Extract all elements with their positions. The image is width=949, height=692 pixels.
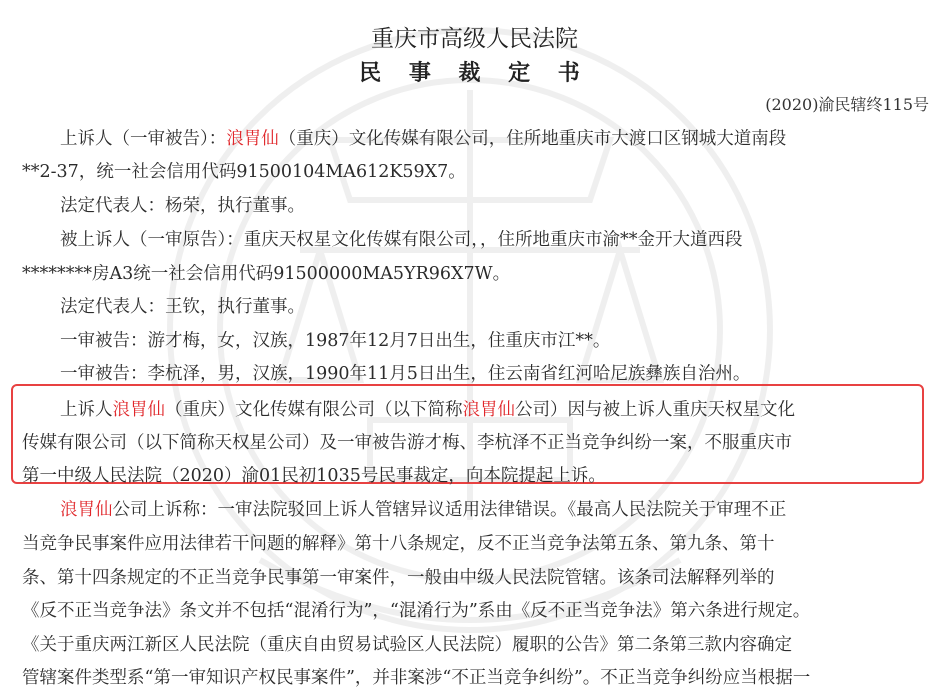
highlighted-name: 浪胃仙	[60, 500, 113, 520]
text-line	[60, 192, 949, 217]
text-line	[60, 396, 949, 421]
text-segment: 一审被告：李杭泽，男，汉族，1990年11月5日出生，住云南省红河哈尼族彝族自治州。	[60, 364, 751, 384]
text-segment: 上诉人（一审被告）：	[60, 129, 227, 149]
highlighted-name: 浪胃仙	[462, 400, 515, 420]
text-segment: 公司）因与被上诉人重庆天权星文化	[515, 400, 795, 420]
text-line	[22, 462, 949, 487]
text-segment: 传媒有限公司（以下简称天权星公司）及一审被告游才梅、李杭泽不正当竞争纠纷一案，不服重庆市	[22, 433, 792, 453]
text-segment: 条、第十四条规定的不正当竞争民事第一审案件，一般由中级人民法院管辖。该条司法解释列举的	[22, 568, 775, 588]
text-line	[60, 327, 949, 352]
highlighted-name: 浪胃仙	[112, 400, 165, 420]
text-segment: 被上诉人（一审原告）：重庆天权星文化传媒有限公司，，住所地重庆市渝**金开大道西段	[60, 230, 743, 250]
text-line	[22, 260, 949, 285]
highlighted-name: 浪胃仙	[226, 129, 279, 149]
court-name: 重庆市高级人民法院	[371, 26, 578, 52]
text-line	[60, 125, 949, 150]
text-segment: 管辖案件类型系“第一审知识产权民事案件”，并非案涉“不正当竞争纠纷”。不正当竞争纠纷应当根据一	[22, 668, 811, 688]
document-type: 民 事 裁 定 书	[359, 61, 590, 86]
case-number: (2020)渝民辖终115号	[765, 95, 929, 114]
text-segment: 一审被告：游才梅，女，汉族，1987年12月7日出生，住重庆市江**。	[60, 331, 611, 351]
text-line	[22, 597, 949, 622]
text-line	[60, 360, 949, 385]
text-segment: 上诉人	[60, 400, 113, 420]
text-line	[22, 664, 949, 689]
text-segment: 《关于重庆两江新区人民法院（重庆自由贸易试验区人民法院）履职的公告》第二条第三款内容确定	[22, 635, 792, 655]
text-segment: （重庆）文化传媒有限公司（以下简称	[165, 400, 463, 420]
text-segment: （重庆）文化传媒有限公司，住所地重庆市大渡口区钢城大道南段	[278, 129, 787, 149]
text-segment: 当竞争民事案件应用法律若干问题的解释》第十八条规定，反不正当竞争法第五条、第九条、第十	[22, 534, 775, 554]
text-line	[60, 496, 949, 521]
text-segment: 《反不正当竞争法》条文并不包括“混淆行为”，“混淆行为”系由《反不正当竞争法》第六条进行规定。	[22, 601, 811, 621]
text-line	[22, 564, 949, 589]
text-line	[60, 293, 949, 318]
text-segment: 公司上诉称：一审法院驳回上诉人管辖异议适用法律错误。《最高人民法院关于审理不正	[112, 500, 787, 520]
text-segment: **2-37，统一社会信用代码91500104MA612K59X7。	[22, 162, 466, 182]
text-segment: 法定代表人：王钦，执行董事。	[60, 297, 305, 317]
text-line	[22, 158, 949, 183]
text-line	[22, 530, 949, 555]
text-segment: 第一中级人民法院（2020）渝01民初1035号民事裁定，向本院提起上诉。	[22, 466, 606, 486]
text-segment: ********房A3统一社会信用代码91500000MA5YR96X7W。	[22, 264, 511, 284]
text-line	[60, 226, 949, 251]
text-line	[22, 429, 949, 454]
text-line	[22, 631, 949, 656]
text-segment: 法定代表人：杨荣，执行董事。	[60, 196, 305, 216]
